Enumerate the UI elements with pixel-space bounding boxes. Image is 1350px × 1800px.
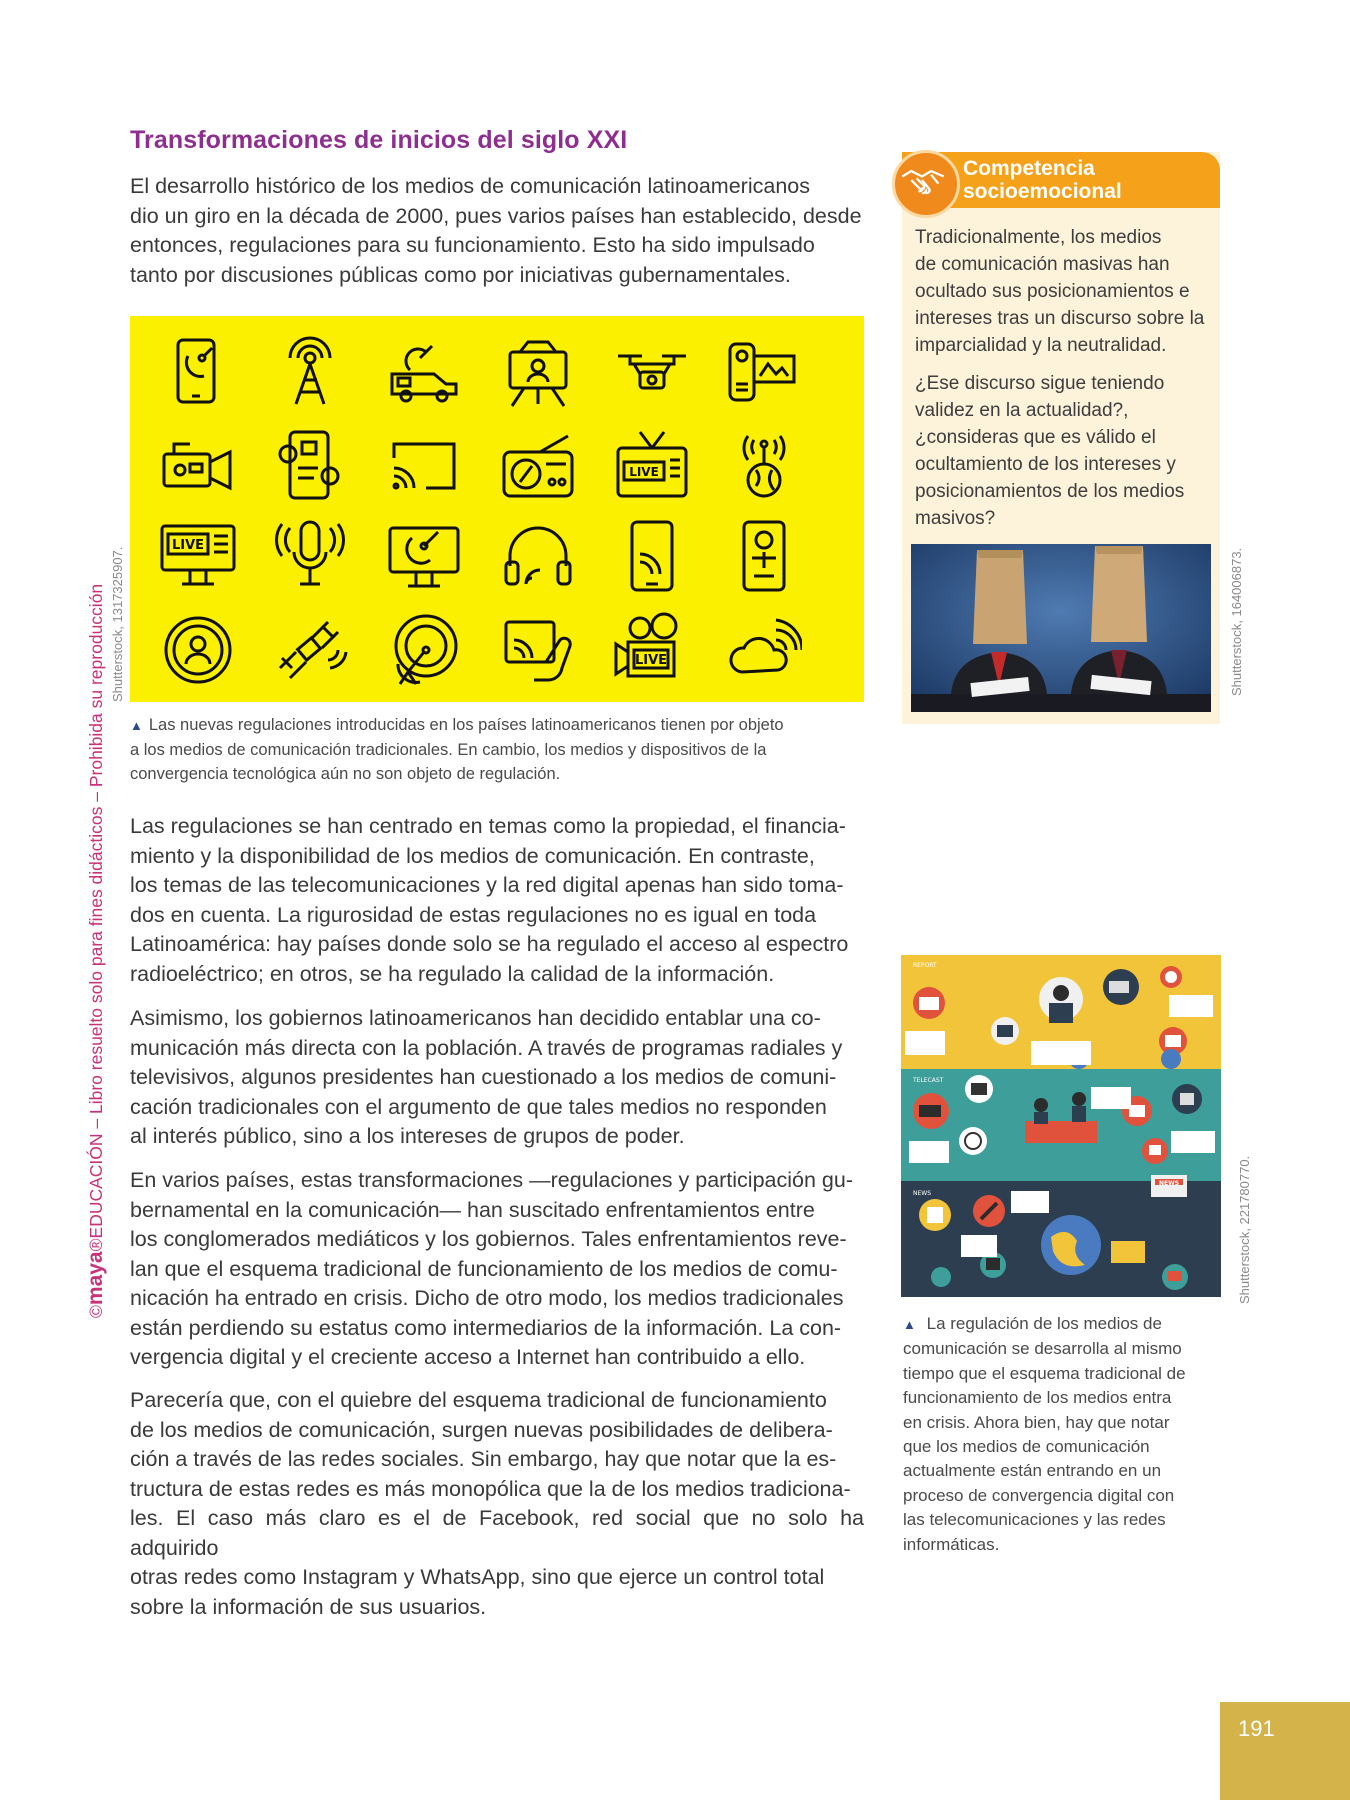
icons-photo-credit: Shutterstock, 1317325907.	[110, 546, 125, 702]
paragraph-line: sobre la información de sus usuarios.	[130, 1594, 487, 1619]
headphones-icon	[500, 518, 576, 594]
competencia-line: masivos?	[915, 508, 996, 529]
paper-bag-anchors-photo	[911, 544, 1211, 712]
camcorder-icon	[726, 334, 802, 410]
paragraph-line: En varios países, estas transformaciones —regulaciones y participación gu-	[130, 1168, 853, 1192]
intro-line: entonces, regulaciones para su funcionamiento. Esto ha sido impulsado	[130, 233, 815, 257]
infographic-caption	[903, 1312, 1221, 1557]
handshake-icon	[892, 150, 960, 218]
drone-camera-icon	[614, 334, 690, 410]
infographic-caption-line: comunicación se desarrolla al mismo	[903, 1339, 1182, 1359]
live-tv-label: LIVE	[629, 465, 659, 479]
live-tv-icon	[614, 428, 690, 504]
competencia-line: validez en la actualidad?,	[915, 400, 1129, 421]
news-badge: NEWS	[1158, 1180, 1180, 1187]
caption-triangle-icon: ▲	[903, 1317, 916, 1332]
brand-logo: maya	[84, 1251, 107, 1306]
paragraph-line: Asimismo, los gobiernos latinoamericanos han decidido entablar una co-	[130, 1006, 821, 1030]
competencia-title-line: socioemocional	[963, 180, 1122, 203]
icons-caption	[130, 713, 870, 786]
copyright-notice	[84, 584, 108, 1318]
competencia-line: posicionamientos de los medios	[915, 481, 1185, 502]
infographic-caption-line: tiempo que el esquema tradicional de	[903, 1363, 1186, 1383]
monitor-satellite-icon	[386, 518, 462, 594]
paragraph-3	[130, 1166, 864, 1373]
copyright-symbol: ©	[86, 1305, 106, 1318]
competencia-line: intereses tras un discurso sobre la	[915, 308, 1205, 329]
paragraph-line: los conglomerados mediáticos y los gobiernos. Tales enfrentamientos reve-	[130, 1227, 847, 1251]
microphone-icon	[272, 518, 348, 594]
radio-tower-icon	[272, 334, 348, 410]
screen-cast-icon	[386, 428, 462, 504]
section-title: Transformaciones de inicios del siglo XXI	[130, 126, 628, 154]
live-monitor-label: LIVE	[171, 538, 205, 553]
page-number: 191	[1238, 1716, 1275, 1741]
paragraph-line: están perdiendo su estatus como intermediarios de la información. La con-	[130, 1315, 842, 1340]
competencia-line: ocultamiento de los intereses y	[915, 454, 1176, 475]
paragraph-line: dos en cuenta. La rigurosidad de estas regulaciones no es igual en toda	[130, 902, 817, 927]
news-label: NEWS	[913, 1190, 932, 1197]
media-icons-panel	[130, 316, 864, 702]
competencia-line: ocultado sus posicionamientos e	[915, 281, 1190, 302]
intro-line: tanto por discusiones públicas como por iniciativas gubernamentales.	[130, 262, 791, 287]
paragraph-2	[130, 1004, 864, 1152]
caption-triangle-icon: ▲	[130, 718, 143, 733]
infographic-caption-line: las telecomunicaciones y las redes	[903, 1510, 1166, 1530]
paragraph-line: municación más directa con la población. A través de programas radiales y	[130, 1035, 843, 1060]
infographic-caption-line: informáticas.	[903, 1534, 1000, 1554]
report-label: REPORT	[913, 962, 937, 969]
telecast-label: TELECAST	[913, 1077, 944, 1084]
infographic-caption-line	[903, 1312, 1221, 1337]
globe-antenna-icon	[726, 428, 802, 504]
competencia-title	[963, 157, 1122, 203]
infographic-caption-line: funcionamiento de los medios entra	[903, 1388, 1172, 1408]
infographic-caption-line: en crisis. Ahora bien, hay que notar	[903, 1412, 1170, 1432]
broadcast-van-icon	[386, 334, 462, 410]
live-camera-label: LIVE	[634, 653, 668, 668]
competencia-header	[902, 152, 1220, 208]
icons-caption-line: convergencia tecnológica aún no son objeto de regulación.	[130, 765, 561, 783]
intro-paragraph	[130, 172, 864, 290]
paragraph-line: otras redes como Instagram y WhatsApp, sino que ejerce un control total	[130, 1565, 825, 1589]
bags-photo-credit: Shutterstock, 164006873.	[1229, 547, 1244, 696]
paragraph-line: bernamental en la comunicación— han suscitado enfrentamientos entre	[130, 1197, 815, 1222]
paragraph-line: lan que el esquema tradicional de funcionamiento de los medios de comu-	[130, 1256, 838, 1281]
intro-line: El desarrollo histórico de los medios de comunicación latinoamericanos	[130, 174, 810, 198]
video-stand-icon	[500, 334, 576, 410]
copyright-text: ®EDUCACIÓN – Libro resuelto solo para fines didácticos – Prohibida su reproducción	[86, 583, 106, 1252]
icons-caption-line	[130, 713, 870, 738]
social-phone-icon	[272, 428, 348, 504]
hand-tablet-icon	[500, 612, 576, 688]
paragraph-line: vergencia digital y el creciente acceso a Internet han contribuido a ello.	[130, 1345, 806, 1369]
paragraph-line: Parecería que, con el quiebre del esquema tradicional de funcionamiento	[130, 1388, 827, 1412]
paragraph-line: los temas de las telecomunicaciones y la red digital apenas han sido toma-	[130, 873, 844, 897]
live-monitor-icon	[160, 518, 236, 594]
paragraph-line: miento y la disponibilidad de los medios de comunicación. En contraste,	[130, 843, 815, 868]
paragraph-line: tructura de estas redes es más monopólica que la de los medios tradiciona-	[130, 1476, 851, 1501]
user-broadcast-icon	[160, 612, 236, 688]
competencia-title-line: Competencia	[963, 157, 1095, 180]
caption-text: La regulación de los medios de	[926, 1314, 1162, 1333]
paragraph-line: nicación ha entrado en crisis. Dicho de otro modo, los medios tradicionales	[130, 1286, 844, 1310]
tablet-satellite-icon	[160, 334, 236, 410]
paragraph-1	[130, 812, 864, 989]
infographic-caption-line: que los medios de comunicación	[903, 1437, 1150, 1457]
icons-caption-line: a los medios de comunicación tradicionales. En cambio, los medios y dispositivos de la	[130, 741, 767, 759]
competencia-text-2	[915, 370, 1207, 532]
satellite-icon	[272, 612, 348, 688]
intro-line: dio un giro en la década de 2000, pues varios países han establecido, desde	[130, 203, 862, 228]
live-camera-icon	[614, 612, 690, 688]
competencia-line: de comunicación masivas han	[915, 254, 1170, 275]
phone-audio-icon	[726, 518, 802, 594]
competencia-line: ¿consideras que es válido el	[915, 427, 1156, 448]
media-infographic	[901, 955, 1221, 1297]
paragraph-line: ción a través de las redes sociales. Sin embargo, hay que notar que la es-	[130, 1447, 837, 1471]
competencia-line: ¿Ese discurso sigue teniendo	[915, 373, 1165, 394]
radio-icon	[500, 428, 576, 504]
caption-text: Las nuevas regulaciones introducidas en los países latinoamericanos tienen por objeto	[148, 716, 784, 734]
infographic-caption-line: proceso de convergencia digital con	[903, 1485, 1175, 1505]
satellite-dish-icon	[386, 612, 462, 688]
video-camera-icon	[160, 428, 236, 504]
paragraph-line: de los medios de comunicación, surgen nuevas posibilidades de delibera-	[130, 1417, 833, 1442]
paragraph-line: televisivos, algunos presidentes han cuestionado a los medios de comuni-	[130, 1065, 837, 1089]
paragraph-line: radioeléctrico; en otros, se ha regulado la calidad de la información.	[130, 961, 775, 986]
paragraph-line: Las regulaciones se han centrado en temas como la propiedad, el financia-	[130, 814, 846, 838]
page-number-box	[1220, 1702, 1350, 1800]
competencia-line: Tradicionalmente, los medios	[915, 227, 1162, 248]
paragraph-4	[130, 1386, 864, 1622]
competencia-text-1	[915, 224, 1207, 359]
smartphone-cast-icon	[614, 518, 690, 594]
paragraph-line: cación tradicionales con el argumento de que tales medios no responden	[130, 1094, 827, 1119]
paragraph-line: les. El caso más claro es el de Facebook, red social que no solo ha adquirido	[130, 1506, 864, 1560]
paragraph-line: al interés público, sino a los intereses de grupos de poder.	[130, 1124, 685, 1148]
infographic-caption-line: actualmente están entrando en un	[903, 1461, 1162, 1481]
paragraph-line: Latinoamérica: hay países donde solo se ha regulado el acceso al espectro	[130, 932, 849, 956]
infographic-photo-credit: Shutterstock, 221780770.	[1237, 1155, 1252, 1304]
cloud-signal-icon	[726, 612, 802, 688]
competencia-line: imparcialidad y la neutralidad.	[915, 335, 1167, 356]
